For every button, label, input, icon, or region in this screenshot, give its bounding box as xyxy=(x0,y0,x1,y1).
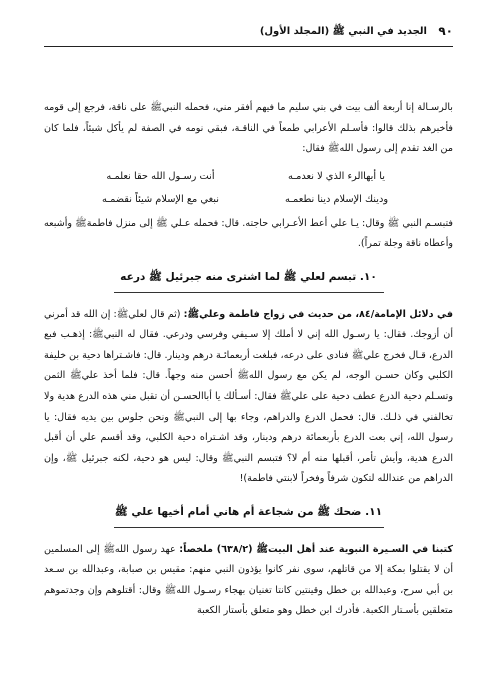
section-heading-10 xyxy=(44,267,453,291)
verse-second-half: نبغي مع الإسلام شيئاً نقضمـه xyxy=(102,193,219,205)
text-line: فتبسـم النبي ﷺ وقال: يـا علي أعط الأعـرابي حاجته. قال: فحمله عـلي ﷺ إلى منزل xyxy=(115,217,453,229)
section-heading-text: ١١. ضحك ﷺ من شجاعة أم هاني أمام أخيها علي ﷺ xyxy=(114,505,383,518)
text-line: أسـألك يا أباالحسـن أن تقبل مني هذه الدرع هدية ولا تخالفني في ذلـك. قال: فحمل الدرع xyxy=(44,390,453,423)
after-poetry-paragraph xyxy=(44,214,453,255)
section-heading-11 xyxy=(44,502,453,526)
text-line: منه وجهاً. قال: فلما أخذ عليﷺ الثمن وتسـلم دحية الدرع عطف دحية على عليﷺ فقال: xyxy=(44,370,453,402)
text-line: قال: فاشـتراها دحية بن خليفة الكلبي وكان حسـن الوجه، لم يكن مع رسول اللهﷺ أحسن xyxy=(44,349,454,382)
intro-paragraph xyxy=(44,98,453,160)
text-line: تأمر، أقبلها منه أم لا؟ فتبسم النبيﷺ وقال: ليس هو دحية، لكنه جبرئيل ﷺ، وإن الدراهم xyxy=(44,452,453,485)
verse-second-half: أنت رسـول الله حقا نعلمـه xyxy=(106,170,215,182)
running-head: الجديد في النبي ﷺ (المجلد الأول) xyxy=(259,26,427,37)
text-line: أقتلوهم وإن وجدتموهم متعلقين بأسـتار الكعبة. فأدرك ابن خطل وهو متعلق بأستار الكعبة xyxy=(44,584,453,617)
intro-line: إلى قومه فأخبرهم بذلك قالوا: فأسـلم الأعرابي طمعاً في الناقـة، فبقي نومه في الصفة لم يأكل xyxy=(44,102,453,134)
text-line: فاطمةﷺ وأشبعه وأعطاه ناقة وجلة تمراً). xyxy=(44,217,453,250)
text-line: (ثم قال لعليﷺ: إن الله قد أمرني xyxy=(44,308,181,320)
section-heading-text: ١٠. تبسم لعلي ﷺ لما اشترى منه جبرئيل ﷺ درعه xyxy=(120,270,377,283)
source-citation: كتبنا في السـيرة النبوية عند أهل البيتﷺ (٦٣٨/٢) ملخصاً: xyxy=(179,543,453,555)
section-10-paragraph xyxy=(44,305,453,490)
text-line: بأربعمائة درهم ودينار، وقد اشـتراه دحية الكلبي، وقد أقسم علي أن أقبل الدرع هدية، وأيش xyxy=(44,432,453,464)
text-line: من عندالله لتكون شرفاً وفخراً لابنتي فاطمة)! xyxy=(239,473,421,485)
heading-underline xyxy=(114,292,384,293)
text-line: والدراهم، وجاء بها إلى النبيﷺ ونحن جلوس بين يديه فقال: يا رسول الله، إني بعت الدرع xyxy=(44,411,453,444)
poetry-verse xyxy=(44,188,453,211)
verse-first-half: ودينك الإسلام دينا نطعمـه xyxy=(284,193,389,205)
text-line: بن سـعد بن أبي سرح، وعبدالله بن خطل وقينتين كانتا تغنيان بهجاء رسـول اللهﷺ وقال: xyxy=(44,564,453,596)
text-line: عهد رسول اللهﷺ إلى المسلمين xyxy=(44,543,176,555)
page-header xyxy=(44,24,453,44)
page-number: ٩٠ xyxy=(438,24,453,38)
page-body xyxy=(44,98,453,622)
intro-line: شيئاً، فلما كان من الغد تقدم إلى رسول اللهﷺ فقال: xyxy=(44,122,453,155)
poetry-verse xyxy=(44,165,453,188)
heading-underline xyxy=(114,527,384,528)
text-line: إذهـب فبع الدرع، قـال فخرج عليﷺ فنادى على درعه، فبلغت أربعمائـة درهم ودينار. xyxy=(44,329,454,361)
intro-line: بالرسـالة إنا أربعة ألف بيت في بني سليم ما فيهم أفقر مني، فحمله النبيﷺ على ناقة، فرجع xyxy=(84,102,453,113)
source-citation: في دلائل الإمامة/٨٤، من حديث في زواج فاطمة وعليﷺ: xyxy=(183,308,453,320)
header-rule xyxy=(44,46,453,47)
section-11-paragraph xyxy=(44,540,453,622)
text-line: أن لا يقتلوا بمكة إلا من قاتلهم، سوى نفر كانوا يؤذون النبي منهم: مقيس بن صبابة، وعبدالله xyxy=(81,564,453,576)
verse-first-half: يا أيهاالرء الذي لا نعدمـه xyxy=(288,170,385,182)
text-line: أن أزوجك. فقال: يا رسـول الله إني لا أملك إلا سـيفي وفرسي ودرعي. فقال له النبيﷺ: xyxy=(88,329,453,341)
poetry-block xyxy=(44,165,453,211)
